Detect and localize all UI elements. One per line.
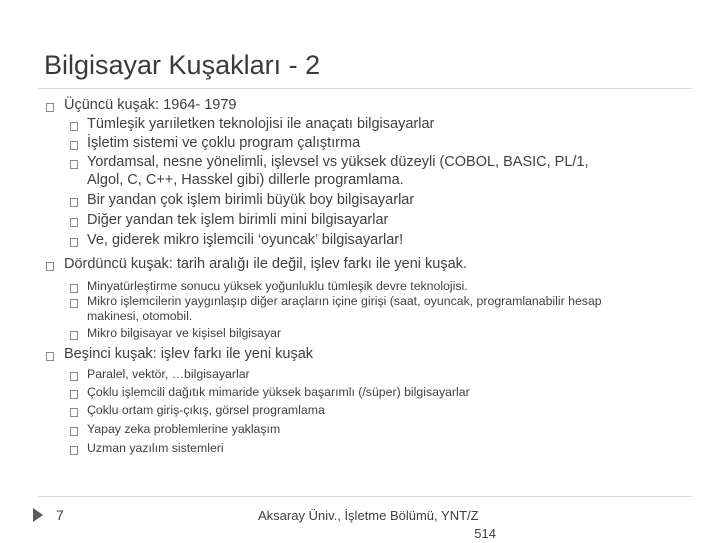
footer-line-1: Aksaray Üniv., İşletme Bölümü, YNT/Z: [258, 508, 479, 523]
bullet-box-icon: [70, 238, 78, 247]
bullet-box-icon: [70, 198, 78, 207]
list-item: Bir yandan çok işlem birimli büyük boy bilgisayarlar: [87, 192, 415, 208]
bullet-box-icon: [46, 352, 54, 361]
list-item: Yordamsal, nesne yönelimli, işlevsel vs yüksek düzeyli (COBOL, BASIC, PL/1,: [87, 154, 589, 170]
footer-line-2: 514: [474, 526, 496, 541]
bullet-box-icon: [70, 446, 78, 455]
list-item: Paralel, vektör, …bilgisayarlar: [87, 367, 250, 381]
bullet-box-icon: [70, 331, 78, 340]
list-item: Çoklu işlemcili dağıtık mimaride yüksek başarımlı (/süper) bilgisayarlar: [87, 385, 470, 399]
list-item: Mikro bilgisayar ve kişisel bilgisayar: [87, 326, 282, 340]
list-item: Ve, giderek mikro işlemcili ‘oyuncak’ bilgisayarlar!: [87, 232, 404, 248]
footer-text: [258, 507, 496, 543]
bullet-box-icon: [70, 160, 78, 169]
list-item-continuation: Algol, C, C++, Hasskel gibi) dillerle programlama.: [87, 172, 404, 188]
bullet-box-icon: [70, 122, 78, 131]
third-gen-heading: Üçüncü kuşak: 1964- 1979: [64, 97, 237, 113]
bullet-box-icon: [70, 408, 78, 417]
list-item: Diğer yandan tek işlem birimli mini bilgisayarlar: [87, 212, 389, 228]
footer-arrow-icon: [33, 508, 43, 522]
list-item: Mikro işlemcilerin yaygınlaşıp diğer araçların içine girişi (saat, oyuncak, programlanabilir hesap: [87, 294, 602, 308]
bullet-box-icon: [70, 372, 78, 381]
slide-title: Bilgisayar Kuşakları - 2: [44, 50, 321, 80]
footer-divider: [38, 496, 692, 497]
list-item: Çoklu ortam giriş-çıkış, görsel programlama: [87, 403, 325, 417]
list-item: Tümleşik yarıiletken teknolojisi ile anaçatı bilgisayarlar: [87, 116, 435, 132]
list-item-continuation: makinesi, otomobil.: [87, 309, 193, 323]
list-item: İşletim sistemi ve çoklu program çalıştırma: [87, 135, 361, 151]
list-item: Minyatürleştirme sonucu yüksek yoğunluklu tümleşik devre teknolojisi.: [87, 279, 468, 293]
bullet-box-icon: [46, 262, 54, 271]
list-item: Yapay zeka problemlerine yaklaşım: [87, 422, 281, 436]
bullet-box-icon: [70, 218, 78, 227]
bullet-box-icon: [70, 299, 78, 308]
bullet-box-icon: [70, 427, 78, 436]
bullet-box-icon: [70, 390, 78, 399]
list-item: Uzman yazılım sistemleri: [87, 441, 224, 455]
bullet-box-icon: [70, 284, 78, 293]
title-divider: [38, 88, 692, 89]
fourth-gen-heading: Dördüncü kuşak: tarih aralığı ile değil, işlev farkı ile yeni kuşak.: [64, 256, 467, 272]
fifth-gen-heading: Beşinci kuşak: işlev farkı ile yeni kuşak: [64, 346, 314, 362]
page-number: 7: [56, 507, 64, 523]
bullet-box-icon: [70, 141, 78, 150]
bullet-box-icon: [46, 103, 54, 112]
